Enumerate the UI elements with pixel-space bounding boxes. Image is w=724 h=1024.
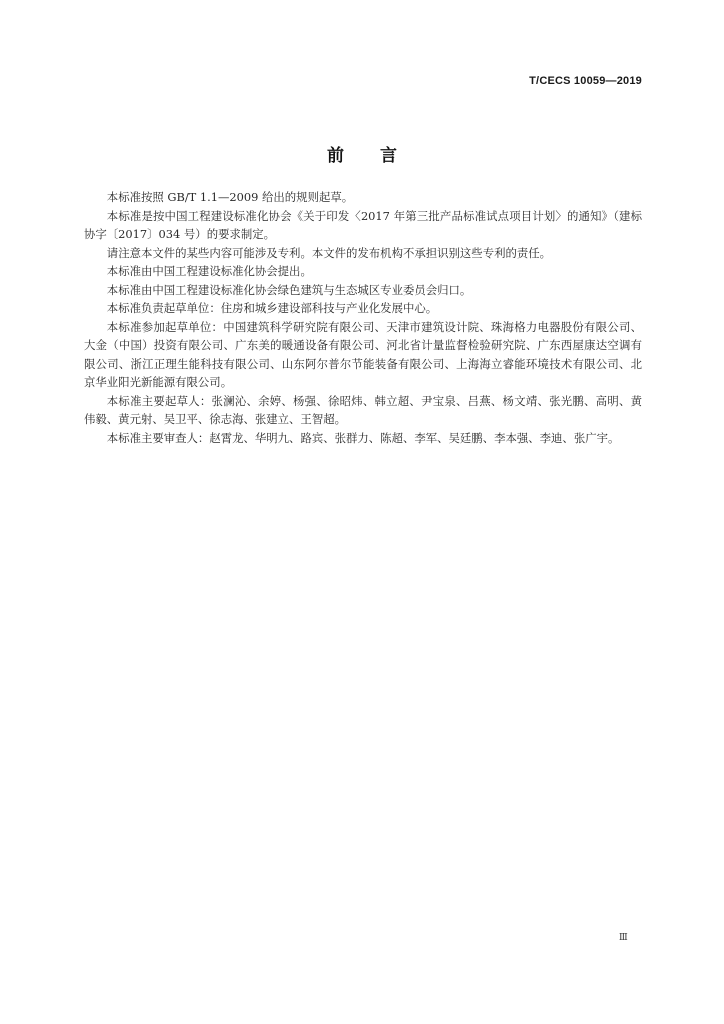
paragraph-participating-drafters: 本标准参加起草单位：中国建筑科学研究院有限公司、天津市建筑设计院、珠海格力电器股份有限公司、大金（中国）投资有限公司、广东美的暖通设备有限公司、河北省计量监督检验研究院、广东西屋康达空调有限公司、浙江正理生能科技有限公司、山东阿尔普尔节能装备有限公司、上海海立睿能环境技术有限公司、北京华业阳光新能源有限公司。 — [84, 319, 642, 389]
body-text — [84, 188, 642, 447]
paragraph-basis: 本标准是按中国工程建设标准化协会《关于印发〈2017 年第三批产品标准试点项目计划〉的通知》（建标协字〔2017〕034 号）的要求制定。 — [84, 208, 642, 241]
paragraph-drafting-rules: 本标准按照 GB/T 1.1—2009 给出的规则起草。 — [106, 190, 354, 204]
paragraph-main-authors: 本标准主要起草人：张澜沁、余婷、杨强、徐昭炜、韩立超、尹宝泉、吕燕、杨文靖、张光鹏、高明、黄伟毅、黄元射、吴卫平、徐志海、张建立、王智超。 — [84, 393, 642, 426]
document-code: T/CECS 10059—2019 — [529, 75, 642, 87]
paragraph-administrator: 本标准由中国工程建设标准化协会绿色建筑与生态城区专业委员会归口。 — [106, 282, 472, 297]
page-number: Ⅲ — [619, 933, 628, 943]
paragraph-main-reviewers: 本标准主要审查人：赵霄龙、华明九、路宾、张群力、陈超、李军、吴廷鹏、李本强、李迪、张广宇。 — [106, 430, 620, 445]
page-title: 前言 — [327, 146, 433, 166]
paragraph-proposer: 本标准由中国工程建设标准化协会提出。 — [106, 264, 312, 278]
paragraph-main-drafter: 本标准负责起草单位：住房和城乡建设部科技与产业化发展中心。 — [106, 301, 438, 315]
paragraph-patent-notice: 请注意本文件的某些内容可能涉及专利。本文件的发布机构不承担识别这些专利的责任。 — [106, 245, 552, 260]
